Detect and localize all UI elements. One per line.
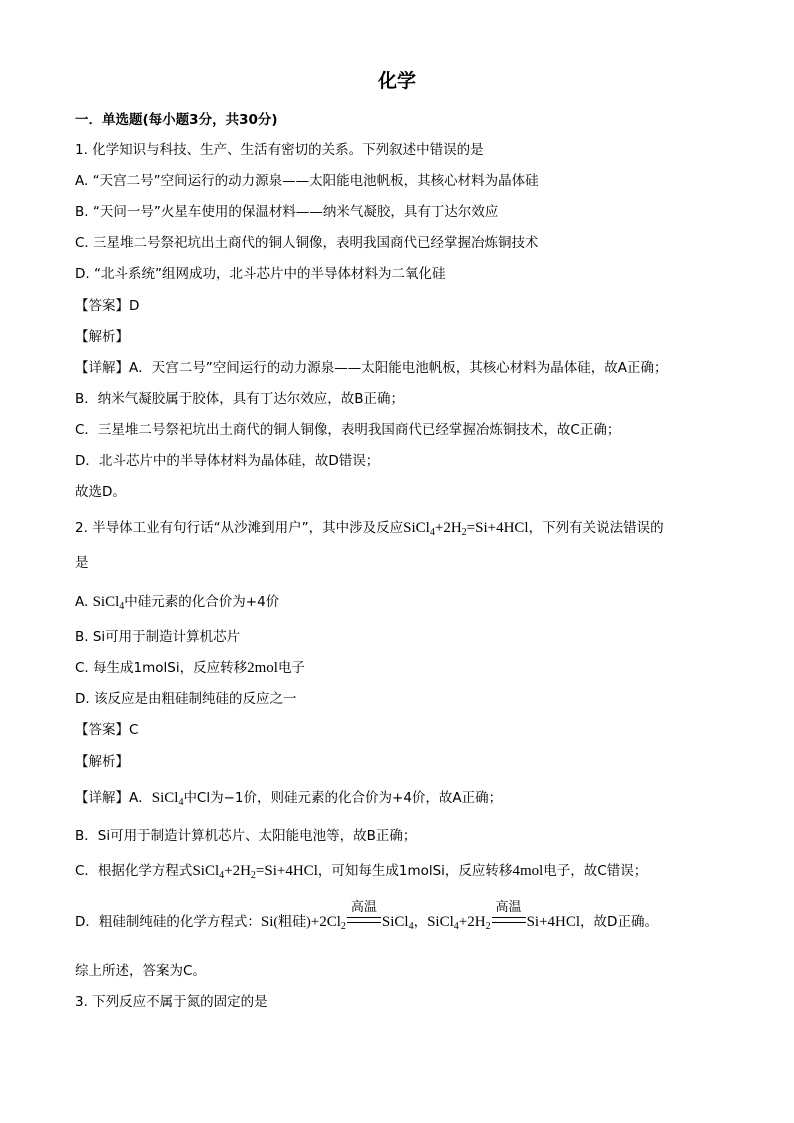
question-1-answer: 【答案】D — [75, 298, 140, 314]
question-1-detail-c: C．三星堆二号祭祀坑出土商代的铜人铜像，表明我国商代已经掌握冶炼铜技术，故C正确； — [75, 422, 621, 438]
question-1-detail-d: D．北斗芯片中的半导体材料为晶体硅，故D错误； — [75, 453, 380, 469]
question-2-detail-a — [75, 788, 725, 808]
question-1-analysis-label: 【解析】 — [75, 329, 129, 345]
question-1-conclusion: 故选D。 — [75, 484, 126, 500]
question-2-stem-line2: 是 — [75, 555, 89, 571]
formula-sicl4: SiCl$_4$ — [151, 790, 184, 808]
question-1-stem: 1. 化学知识与科技、生产、生活有密切的关系。下列叙述中错误的是 — [75, 142, 484, 158]
detail-d-prefix: D．粗硅制纯硅的化学方程式： — [75, 914, 261, 930]
question-2-detail-c — [75, 861, 725, 881]
detail-c-value: 4mol — [512, 863, 544, 879]
equation-pure-si: $SiCl_4+2H_2$ 高温 Si+4HCl — [427, 899, 581, 932]
question-1-option-a: A. “天宫二号”空间运行的动力源泉——太阳能电池帆板，其核心材料为晶体硅 — [75, 173, 539, 189]
detail-c-suffix: 电子，故C错误； — [543, 863, 648, 879]
detail-a-prefix: 【详解】A． — [75, 790, 152, 806]
formula-sicl4: SiCl$_4$ — [92, 594, 125, 612]
question-1-option-d: D. “北斗系统”组网成功，北斗芯片中的半导体材料为二氧化硅 — [75, 266, 446, 282]
question-1-detail-b: B．纳米气凝胶属于胶体，具有丁达尔效应，故B正确； — [75, 391, 405, 407]
section-heading: 一．单选题(每小题3分，共30分) — [75, 112, 278, 128]
question-2-option-d: D. 该反应是由粗硅制纯硅的反应之一 — [75, 691, 297, 707]
equation-main: $SiCl_4+2H_2=Si+4HCl$ — [192, 863, 318, 881]
detail-c-middle: ，可知每生成1molSi，反应转移 — [317, 863, 513, 879]
detail-c-prefix: C．根据化学方程式 — [75, 863, 193, 879]
detail-a-text: 中Cl为−1价，则硅元素的化合价为+4价，故A正确； — [183, 790, 503, 806]
question-2-answer: 【答案】C — [75, 722, 139, 738]
equation-separator: ， — [413, 914, 428, 930]
option-a-prefix: A. — [75, 594, 93, 610]
page-title: 化学 — [377, 70, 416, 92]
question-2-detail-b: B．Si可用于制造计算机芯片、太阳能电池等，故B正确； — [75, 828, 417, 844]
equation-main: $SiCl_4+2H_2=Si+4HCl$ — [403, 520, 529, 538]
question-2-detail-d — [75, 899, 725, 933]
question-2-stem-post: ，下列有关说法错误的 — [528, 520, 664, 536]
question-2-stem-pre: 2. 半导体工业有句行话“从沙滩到用户”，其中涉及反应 — [75, 520, 404, 536]
equation-crude-si: Si(粗硅)$+2Cl_2$ 高温 SiCl$_4$ — [260, 899, 414, 932]
question-2-option-b: B. Si可用于制造计算机芯片 — [75, 629, 241, 645]
question-1-detail-a: 【详解】A．天宫二号”空间运行的动力源泉——太阳能电池帆板，其核心材料为晶体硅，故A正确； — [75, 360, 668, 376]
option-a-text: 中硅元素的化合价为+4价 — [124, 594, 280, 610]
question-2-analysis-label: 【解析】 — [75, 754, 129, 770]
option-c-prefix: C. 每生成1molSi，反应转移 — [75, 660, 248, 676]
option-c-value: 2mol — [247, 660, 278, 676]
question-2-stem — [75, 518, 725, 538]
question-1-option-c: C. 三星堆二号祭祀坑出土商代的铜人铜像，表明我国商代已经掌握冶炼铜技术 — [75, 235, 539, 251]
question-2-summary: 综上所述，答案为C。 — [75, 963, 206, 979]
reaction-condition-high-temp: 高温 — [491, 912, 527, 932]
question-3-stem: 3. 下列反应不属于氮的固定的是 — [75, 994, 268, 1010]
question-1-option-b: B. “天问一号”火星车使用的保温材料——纳米气凝胶，具有丁达尔效应 — [75, 204, 499, 220]
question-2-option-c — [75, 658, 725, 678]
detail-d-suffix: ，故D正确。 — [580, 914, 658, 930]
reaction-condition-high-temp: 高温 — [346, 912, 382, 932]
question-2-option-a — [75, 592, 725, 612]
option-c-suffix: 电子 — [277, 660, 305, 676]
